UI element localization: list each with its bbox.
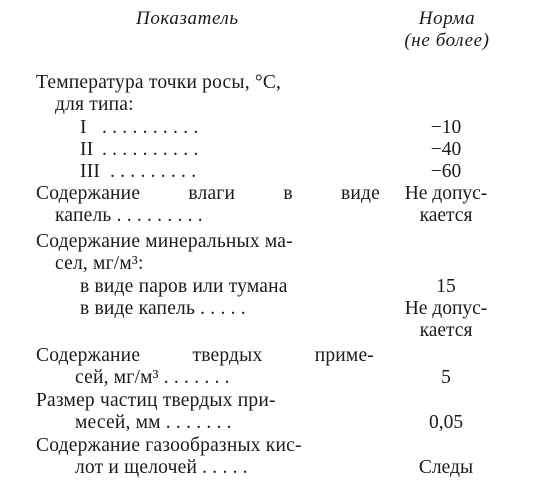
type-1-value: −10 <box>430 117 462 138</box>
moisture-word-1: Содержание <box>36 183 141 204</box>
type-1-label: I <box>80 117 87 138</box>
norm-column-header <box>384 8 510 52</box>
moisture-label-line2: капель . . . . . . . . . <box>55 205 203 226</box>
moisture-value-line2: кается <box>419 205 473 226</box>
type-2-leader-dots: . . . . . . . . . . <box>102 139 199 160</box>
oil-vapor-label: в виде паров или тумана <box>80 276 288 297</box>
norm-header-line2: (не более) <box>404 30 490 51</box>
solids-word-2: твердых <box>192 345 263 366</box>
type-1-leader-dots: . . . . . . . . . . <box>102 117 199 138</box>
dew-point-label-line1: Температура точки росы, °С, <box>36 72 282 93</box>
oil-vapor-value: 15 <box>436 276 456 297</box>
type-3-value: −60 <box>430 161 462 182</box>
particle-label-line2: месей, мм . . . . . . . <box>75 412 232 433</box>
solids-word-1: Содержание <box>36 345 141 366</box>
moisture-value-line1: Не допус- <box>404 183 488 204</box>
particle-value: 0,05 <box>428 412 464 433</box>
moisture-word-3: в <box>283 183 293 204</box>
moisture-word-2: влаги <box>188 183 236 204</box>
solids-label-line1 <box>36 345 374 367</box>
oil-label-line1: Содержание минеральных ма- <box>36 231 293 252</box>
moisture-word-4: виде <box>340 183 380 204</box>
gases-label-line1: Содержание газообразных кис- <box>36 435 302 456</box>
type-3-leader-dots: . . . . . . . . . <box>110 161 197 182</box>
solids-value: 5 <box>441 367 451 388</box>
solids-label-line2: сей, мг/м³ . . . . . . . <box>75 367 230 388</box>
particle-label-line1: Размер частиц твердых при- <box>36 390 276 411</box>
type-3-label: III <box>80 161 101 182</box>
indicator-column-header: Показатель <box>136 8 239 29</box>
norm-header-line1: Норма <box>418 8 476 29</box>
dew-point-label-line2: для типа: <box>55 94 134 115</box>
moisture-label-line1 <box>36 183 380 205</box>
type-2-value: −40 <box>430 139 462 160</box>
type-2-label: II <box>80 139 94 160</box>
gases-label-line2: лот и щелочей . . . . . <box>75 457 248 478</box>
solids-word-3: приме- <box>314 345 374 366</box>
oil-drops-value-line2: кается <box>419 320 473 341</box>
oil-label-line2: сел, мг/м³: <box>55 253 144 274</box>
oil-drops-value-line1: Не допус- <box>404 298 488 319</box>
oil-drops-label: в виде капель . . . . . <box>80 298 246 319</box>
gases-value: Следы <box>418 457 474 478</box>
